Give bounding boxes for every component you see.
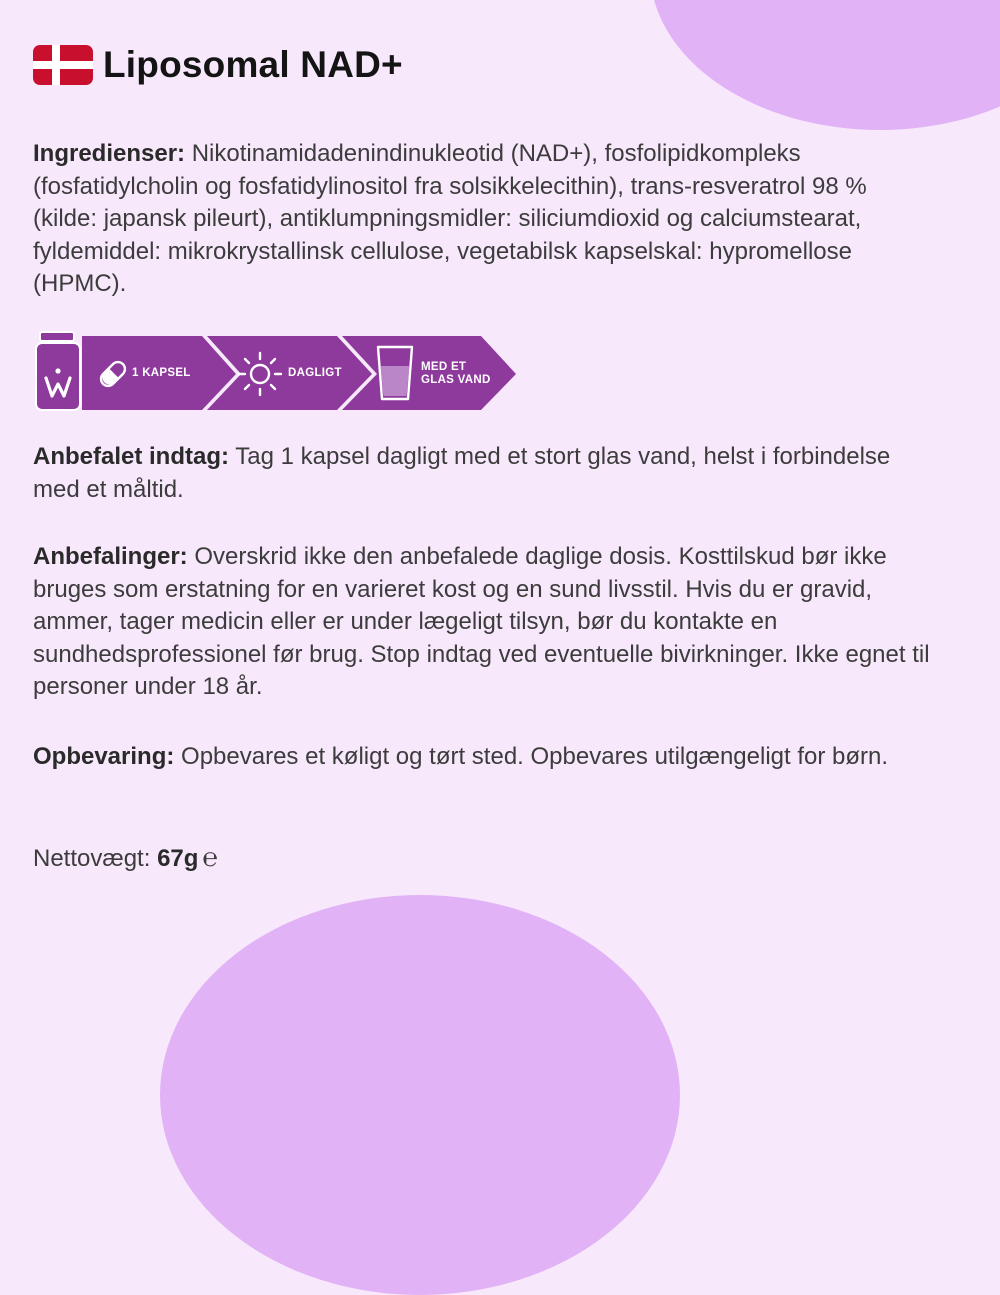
net-weight-value: 67g — [157, 845, 199, 872]
capsule-icon — [96, 357, 130, 391]
water-glass-icon — [375, 344, 415, 402]
ingredients-label: Ingredienser: — [33, 140, 186, 167]
recommendations-label: Anbefalinger: — [33, 543, 188, 570]
header — [33, 43, 403, 87]
estimated-sign-icon: ℮ — [202, 842, 219, 872]
storage-label: Opbevaring: — [33, 743, 175, 770]
ingredients-text: Nikotinamidadenindinukleotid (NAD+), fosfolipidkompleks (fosfatidylcholin og fosfatidylinositol fra solsikkelecithin), trans-resveratrol 98 % (kilde: japansk pileurt), antiklumpningsmidler: siliciumdioxid og calciumstearat, fyldemiddel: mikrokrystallinsk cellulose, vegetabilsk kapselskal: hypromellose (HPMC). — [33, 140, 867, 297]
intake-label: Anbefalet indtag: — [33, 443, 229, 470]
denmark-flag-icon — [33, 45, 93, 85]
decorative-blob-bottom — [160, 895, 680, 1295]
step-capsule-label: 1 KAPSEL — [132, 367, 191, 379]
ingredients-paragraph — [33, 138, 933, 301]
step-water-line1: MED ET — [421, 361, 467, 373]
storage-paragraph — [33, 741, 933, 774]
sun-icon — [237, 351, 283, 397]
step-water-line2: GLAS VAND — [421, 374, 491, 386]
step-water-label — [421, 361, 491, 387]
supplement-jar-icon — [34, 330, 84, 412]
intake-text: Tag 1 kapsel dagligt med et stort glas vand, helst i forbindelse med et måltid. — [33, 443, 891, 503]
net-weight — [33, 841, 933, 876]
dosage-banner — [34, 330, 519, 412]
recommendations-text: Overskrid ikke den anbefalede daglige dosis. Kosttilskud bør ikke bruges som erstatning for en varieret kost og en sund livsstil. Hvis du er gravid, ammer, tager medicin eller er under lægeligt tilsyn, bør du kontakte en sundhedsprofessionel før brug. Stop indtag ved eventuelle bivirkninger. Ikke egnet til personer under 18 år. — [33, 543, 930, 700]
recommendations-paragraph — [33, 541, 933, 704]
net-weight-label: Nettovægt: — [33, 845, 158, 872]
storage-text: Opbevares et køligt og tørt sted. Opbevares utilgængeligt for børn. — [174, 743, 889, 770]
intake-paragraph — [33, 441, 933, 506]
decorative-blob-top-right — [650, 0, 1000, 130]
step-daily-label: DAGLIGT — [288, 367, 342, 379]
page-title: Liposomal NAD+ — [103, 44, 403, 85]
